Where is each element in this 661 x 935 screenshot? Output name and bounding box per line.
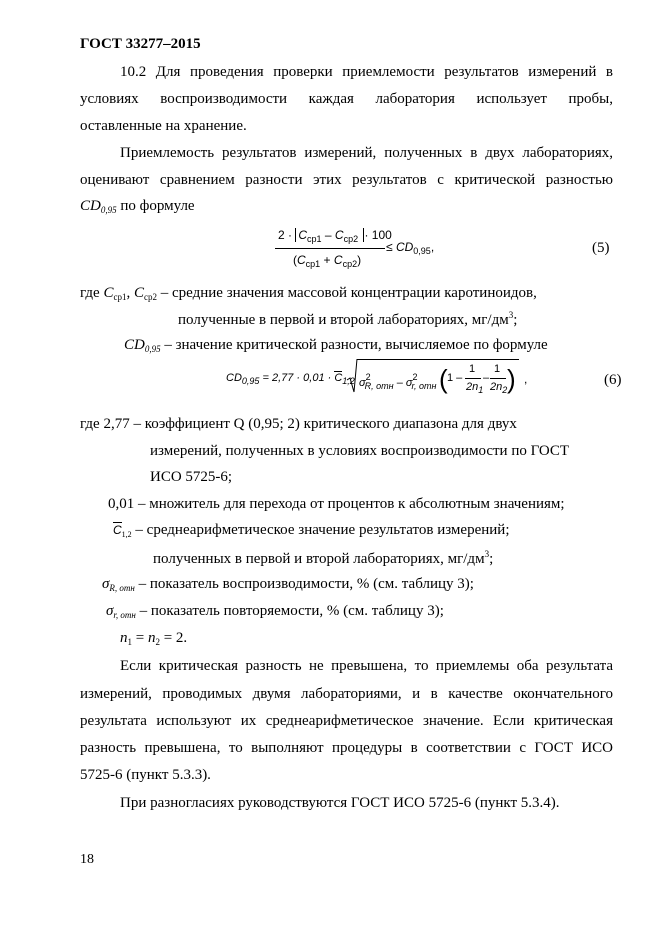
page-number: 18 (80, 852, 94, 867)
open-paren: ( (439, 364, 448, 394)
formula-6-left: $CD_{0,95} = 2,77 \cdot 0,01 \cdot C_{1,2}$ (226, 372, 355, 386)
where-sigma-r-definition: $\sigma_{R, отн}$ – показатель воспроизводимости, % (см. таблицу 3); (102, 576, 474, 593)
paragraph-final-line-5: 5725-6 (пункт 5.3.3). (80, 767, 211, 783)
where-c-definition-cont: полученные в первой и второй лабораториях, $мг/дм^3$; (178, 310, 518, 328)
paragraph-final-line-1: Если критическая разность не превышена, то приемлемы оба результата (120, 658, 613, 674)
paragraph-final-line-2: измерений, проводимых двумя лабораториями, и в качестве окончательного (80, 686, 613, 702)
formula-6-sigma-terms: $\sigma^2_{R, отн} - \sigma^2_{r, отн}$ (359, 372, 437, 391)
denominator-n2: $2n_2$ (490, 381, 508, 395)
formula-5-right-side: ≤ $CD_{0,95}$, (386, 240, 435, 256)
formula-5-number: (5) (592, 240, 610, 256)
formula-5-numerator: $2 \cdot C_{ср1} - C_{ср2} \cdot 100$ (278, 228, 392, 244)
where-cd-definition: $CD_{0,95}$ – значение критической разности, вычисляемое по формуле (124, 337, 548, 354)
formula-6-number: (6) (604, 372, 622, 388)
paragraph-acceptance-line-1: Приемлемость результатов измерений, полученных в двух лабораториях, (120, 145, 613, 161)
fraction-bar-n2 (490, 378, 506, 379)
paragraph-10-2-line-2: условиях воспроизводимости каждая лаборатория использует пробы, (80, 91, 613, 107)
where-277-definition-end: ИСО 5725-6; (150, 469, 233, 485)
where-cbar-definition-cont: полученных в первой и второй лабораториях, $мг/дм^3$; (153, 549, 494, 567)
radical-overline (357, 359, 519, 360)
paragraph-final-line-3: результата используют их среднеарифметическое значение. Если критическая (80, 713, 613, 729)
radical-sign (346, 358, 358, 394)
where-277-definition-cont: измерений, полученных в условиях воспроизводимости по ГОСТ (150, 443, 570, 459)
paragraph-acceptance-line-2: оценивают сравнением разности этих результатов с критической разностью (80, 172, 613, 188)
paragraph-10-2-line-3: оставленные на хранение. (80, 118, 247, 134)
one-minus: 1 – (447, 372, 463, 384)
cd-symbol: CD (80, 198, 101, 214)
formula-5-denominator: $(C_{ср1} + C_{ср2})$ (293, 253, 362, 269)
paragraph-10-2-line-1: 10.2 Для проведения проверки приемлемости результатов измерений в (120, 64, 613, 80)
where-cbar-definition: $C_{1,2}$ – среднеарифметическое значение результатов измерений; (113, 522, 510, 539)
where-sigma-r-repeat-definition: $\sigma_{r, отн}$ – показатель повторяемости, % (см. таблицу 3); (106, 603, 444, 620)
paragraph-acceptance-line-3: $CD_{0,95}$ по формуле (80, 198, 195, 215)
formula-5-fraction-bar (275, 248, 385, 249)
denominator-n1: $2n_1$ (466, 381, 484, 395)
where-n-definition: $n_1 = n_2 = 2$. (120, 630, 188, 647)
fraction-bar-n1 (465, 378, 481, 379)
where-001-definition: 0,01 – множитель для перехода от процентов к абсолютным значениям; (108, 496, 565, 512)
where-c-definition: где $C_{ср1}$, $C_{ср2}$ – средние значения массовой концентрации каротиноидов, (80, 285, 537, 302)
where-277-definition: где 2,77 – коэффициент Q (0,95; 2) критического диапазона для двух (80, 416, 517, 432)
paragraph-final-line-4: разность превышена, то выполняют процедуры в соответствии с ГОСТ ИСО (80, 740, 613, 756)
paragraph-disagreement: При разногласиях руководствуются ГОСТ ИСО 5725-6 (пункт 5.3.4). (120, 795, 560, 811)
document-header: ГОСТ 33277–2015 (80, 36, 201, 52)
close-paren: ) (507, 364, 516, 394)
